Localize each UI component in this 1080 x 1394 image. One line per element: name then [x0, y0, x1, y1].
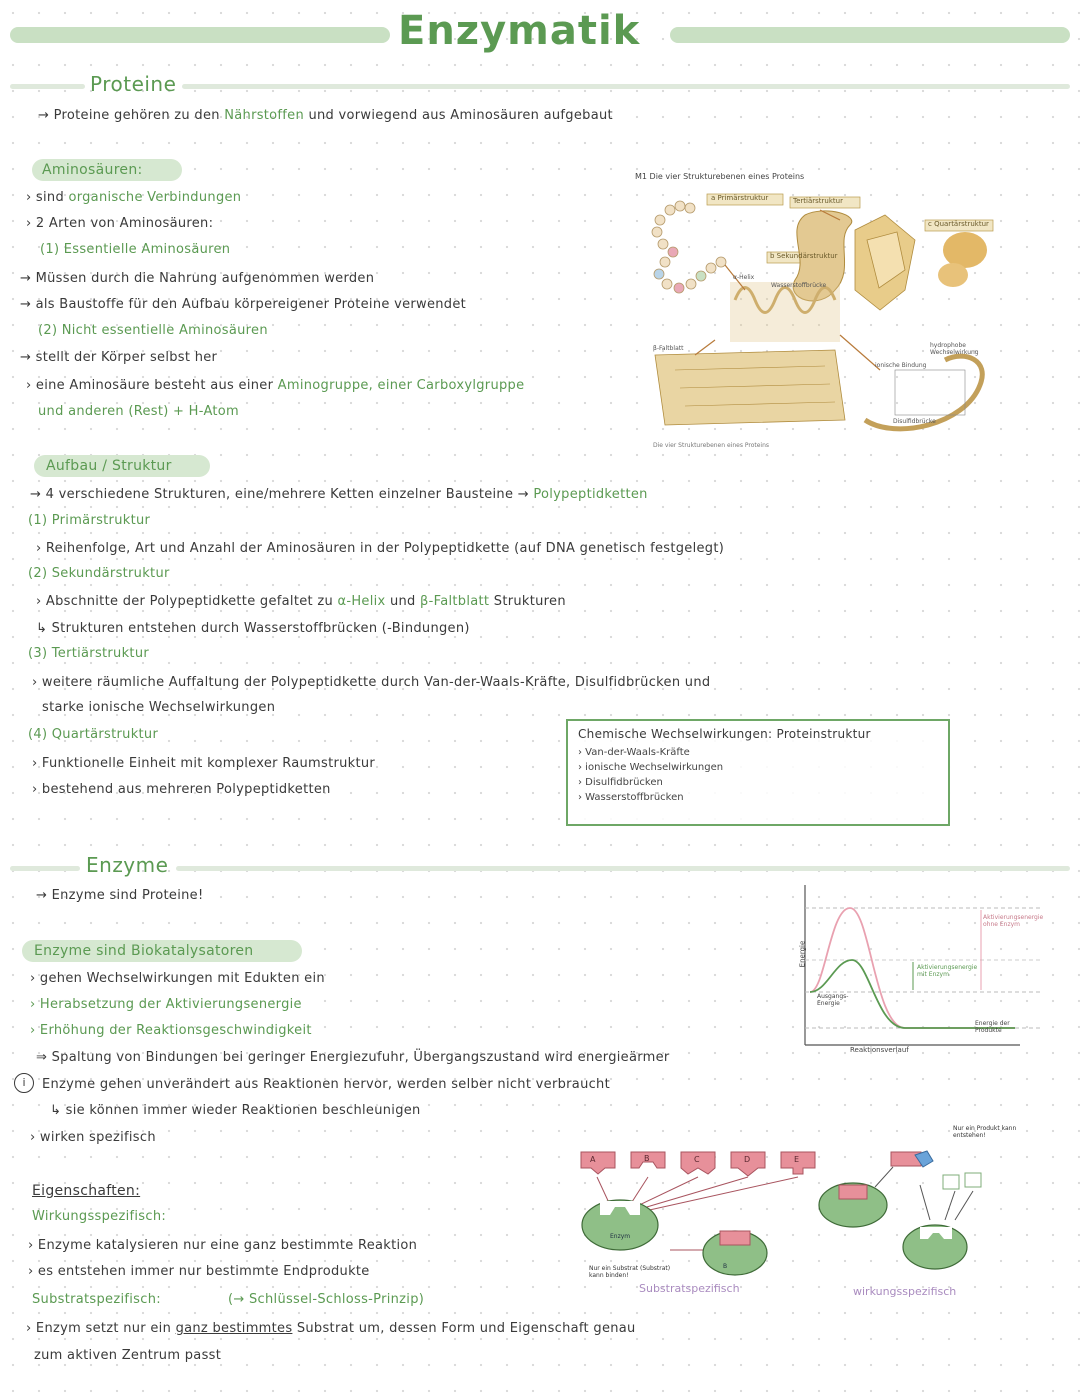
enzyme-bullet-7: › wirken spezifisch — [30, 1130, 156, 1145]
tertiaerstruktur-text-2: starke ionische Wechselwirkungen — [42, 700, 276, 715]
specificity-diagram — [575, 1125, 1055, 1315]
figure-footer: Die vier Strukturebenen eines Proteins — [653, 442, 770, 449]
wechselwirkungen-box — [566, 719, 950, 826]
wirkung-text-2: › es entstehen immer nur bestimmte Endprodukte — [28, 1264, 370, 1279]
protein-structure-illustration — [635, 170, 995, 455]
substrat-text-1b: ganz bestimmtes — [175, 1321, 293, 1336]
box-item-1: › Van-der-Waals-Kräfte — [578, 747, 690, 758]
substrate-e: E — [794, 1155, 800, 1164]
substrate-c: C — [694, 1155, 700, 1164]
aufbau-heading: Aufbau / Struktur — [46, 458, 172, 474]
section-heading-enzyme: Enzyme — [86, 853, 169, 877]
box-item-4: › Wasserstoffbrücken — [578, 792, 684, 803]
proteine-intro — [38, 108, 613, 123]
quartaerstruktur-text-1: › Funktionelle Einheit mit komplexer Raumstruktur — [32, 756, 376, 771]
label-secondary: b Sekundärstruktur — [770, 252, 838, 260]
substrate-label: B — [644, 1154, 650, 1163]
graph-ylabel: Energie — [798, 940, 807, 968]
graph-label-edukt: Ausgangs-Energie — [817, 993, 849, 1007]
sek-a: › Abschnitte der Polypeptidkette gefaltet zu — [36, 594, 334, 609]
caption-wirkungsspezifisch: wirkungsspezifisch — [853, 1285, 957, 1298]
enzyme-shape-1 — [582, 1200, 658, 1250]
sek-und: und — [389, 594, 416, 609]
graph-label-ea-enzym: Aktivierungsenergie mit Enzym — [917, 964, 978, 978]
label-hydrophob: hydrophobe Wechselwirkung — [930, 342, 979, 356]
wirkungsspezifisch-heading: Wirkungsspezifisch: — [32, 1209, 167, 1224]
bound-substrate — [720, 1231, 750, 1245]
sek-helix: α-Helix — [337, 594, 386, 609]
info-icon: i — [14, 1073, 34, 1093]
substrat-text-1a: › Enzym setzt nur ein — [26, 1321, 172, 1336]
page-title: Enzymatik — [398, 8, 641, 54]
aufbau-intro-polypeptid: Polypeptidketten — [533, 487, 648, 502]
aufbau-intro — [30, 487, 648, 502]
enzyme-bullet-1: › gehen Wechselwirkungen mit Edukten ein — [30, 971, 325, 986]
sekundaerstruktur-heading: (2) Sekundärstruktur — [28, 566, 170, 581]
graph-label-produkt: Energie der Produkte — [975, 1020, 1010, 1034]
proteine-intro-naehrstoffe: Nährstoffen — [224, 108, 305, 123]
arrow-icon: → — [38, 108, 50, 123]
substrate-a: A — [590, 1155, 596, 1164]
substratspezifisch-heading: Substratspezifisch: — [32, 1292, 161, 1307]
substrat-text-1 — [26, 1321, 636, 1336]
enzyme-bullet-5: Enzyme gehen unverändert aus Reaktionen hervor, werden selber nicht verbraucht — [42, 1077, 610, 1092]
schluessel-schloss-note: (→ Schlüssel-Schloss-Prinzip) — [228, 1292, 425, 1307]
amino-line-1 — [26, 190, 241, 205]
amino-line-1a: › sind — [26, 190, 65, 205]
substrat-text-1c: Substrat um, dessen Form und Eigenschaft genau — [296, 1321, 636, 1336]
label-quaternary: c Quartärstruktur — [928, 220, 989, 228]
figure-caption: M1 Die vier Strukturebenen eines Proteins — [635, 172, 805, 181]
proteine-rule-left — [10, 84, 85, 89]
amino-line-7: → stellt der Körper selbst her — [20, 350, 218, 365]
primaerstruktur-text: › Reihenfolge, Art und Anzahl der Aminosäuren in der Polypeptidkette (auf DNA genetisch festgelegt) — [36, 541, 725, 556]
helix-bg — [730, 282, 840, 342]
enzyme-rule-left — [10, 866, 80, 871]
proteine-intro-c: und vorwiegend aus Aminosäuren aufgebaut — [308, 108, 613, 123]
label-faltblatt: β-Faltblatt — [653, 345, 684, 352]
tertiaerstruktur-heading: (3) Tertiärstruktur — [28, 646, 150, 661]
substrat-text-2: zum aktiven Zentrum passt — [34, 1348, 222, 1363]
protein-structure-figure — [635, 170, 995, 455]
amino-line-8a: › eine Aminosäure besteht aus einer — [26, 378, 274, 393]
product-shape-3 — [943, 1175, 959, 1189]
amino-line-6: (2) Nicht essentielle Aminosäuren — [38, 323, 268, 338]
biokatalysatoren-heading: Enzyme sind Biokatalysatoren — [34, 943, 254, 959]
proteine-rule-right — [182, 84, 1070, 89]
caption-substratspezifisch: Substratspezifisch — [639, 1282, 740, 1295]
enzyme-label: Enzym — [610, 1233, 631, 1240]
beta-faltblatt — [655, 350, 845, 425]
amino-line-4: → Müssen durch die Nahrung aufgenommen werden — [20, 271, 375, 286]
graph-label-ea: Aktivierungsenergie ohne Enzym — [983, 914, 1044, 928]
quaternary-blob-2 — [938, 263, 968, 287]
amino-line-1b: organische Verbindungen — [68, 190, 242, 205]
sekundaerstruktur-text — [36, 594, 566, 609]
label-wasserstoff: Wasserstoffbrücke — [771, 282, 827, 289]
bound-substrate-2 — [839, 1185, 867, 1199]
aufbau-intro-a: → 4 verschiedene Strukturen, eine/mehrere Ketten einzelner Bausteine → — [30, 487, 529, 502]
amino-line-3: (1) Essentielle Aminosäuren — [40, 242, 231, 257]
amino-line-8b: Aminogruppe, einer Carboxylgruppe — [277, 378, 525, 393]
section-heading-proteine: Proteine — [90, 72, 177, 96]
eigenschaften-heading: Eigenschaften: — [32, 1183, 141, 1199]
substrate-d: D — [744, 1155, 751, 1164]
proteine-intro-a: Proteine gehören zu den — [53, 108, 220, 123]
note-wirkung: Nur ein Produkt kann entstehen! — [953, 1125, 1017, 1139]
substrate-shape-a — [581, 1152, 615, 1174]
enzyme-intro: → Enzyme sind Proteine! — [36, 888, 204, 903]
enzyme-bullet-3: › Erhöhung der Reaktionsgeschwindigkeit — [30, 1023, 312, 1038]
box-title: Chemische Wechselwirkungen: Proteinstruktur — [578, 727, 871, 741]
quartaerstruktur-text-2: › bestehend aus mehreren Polypeptidketten — [32, 782, 331, 797]
enzyme-bullet-4: ⇒ Spaltung von Bindungen bei geringer Energiezufuhr, Übergangszustand wird energieärmer — [36, 1050, 670, 1065]
label-helix: α-Helix — [733, 274, 755, 281]
label-primary: a Primärstruktur — [711, 194, 769, 202]
bond-detail-box — [895, 370, 965, 415]
primary-bead-chain — [652, 201, 726, 293]
wirkung-text-1: › Enzyme katalysieren nur eine ganz bestimmte Reaktion — [28, 1238, 418, 1253]
quaternary-blob-1 — [943, 232, 987, 268]
title-highlight-right — [670, 27, 1070, 43]
sek-strukturen: Strukturen — [493, 594, 566, 609]
product-shape-4 — [965, 1173, 981, 1187]
sekundaerstruktur-text-2: ↳ Strukturen entstehen durch Wasserstoffbrücken (-Bindungen) — [36, 621, 470, 636]
enzyme-bullet-6: ↳ sie können immer wieder Reaktionen beschleunigen — [50, 1103, 421, 1118]
energy-graph — [795, 880, 1055, 1060]
enzyme-rule-right — [176, 866, 1070, 871]
label-tertiary: Tertiärstruktur — [793, 197, 843, 205]
amino-line-5: → als Baustoffe für den Aufbau körpereigener Proteine verwendet — [20, 297, 467, 312]
box-item-2: › ionische Wechselwirkungen — [578, 762, 724, 773]
aminosaeuren-heading: Aminosäuren: — [42, 162, 143, 178]
label-disulfid: Disulfidbrücke — [893, 418, 936, 425]
enzyme-bullet-2: › Herabsetzung der Aktivierungsenergie — [30, 997, 302, 1012]
graph-xlabel: Reaktionsverlauf — [850, 1046, 909, 1054]
quaternary-structure — [855, 215, 915, 310]
sek-faltblatt: β-Faltblatt — [420, 594, 490, 609]
amino-line-9: und anderen (Rest) + H-Atom — [38, 404, 240, 419]
tertiaerstruktur-text-1: › weitere räumliche Auffaltung der Polypeptidkette durch Van-der-Waals-Kräfte, Disulfidbrücken und — [32, 675, 711, 690]
box-item-3: › Disulfidbrücken — [578, 777, 663, 788]
label-ionisch: ionische Bindung — [875, 362, 927, 369]
quartaerstruktur-heading: (4) Quartärstruktur — [28, 727, 159, 742]
title-highlight-left — [10, 27, 390, 43]
primaerstruktur-heading: (1) Primärstruktur — [28, 513, 151, 528]
amino-line-8 — [26, 378, 524, 393]
substrate-bound-label: B — [723, 1263, 728, 1270]
note-substrat: Nur ein Substrat (Substrat) kann binden! — [589, 1265, 671, 1279]
amino-line-2: › 2 Arten von Aminosäuren: — [26, 216, 214, 231]
